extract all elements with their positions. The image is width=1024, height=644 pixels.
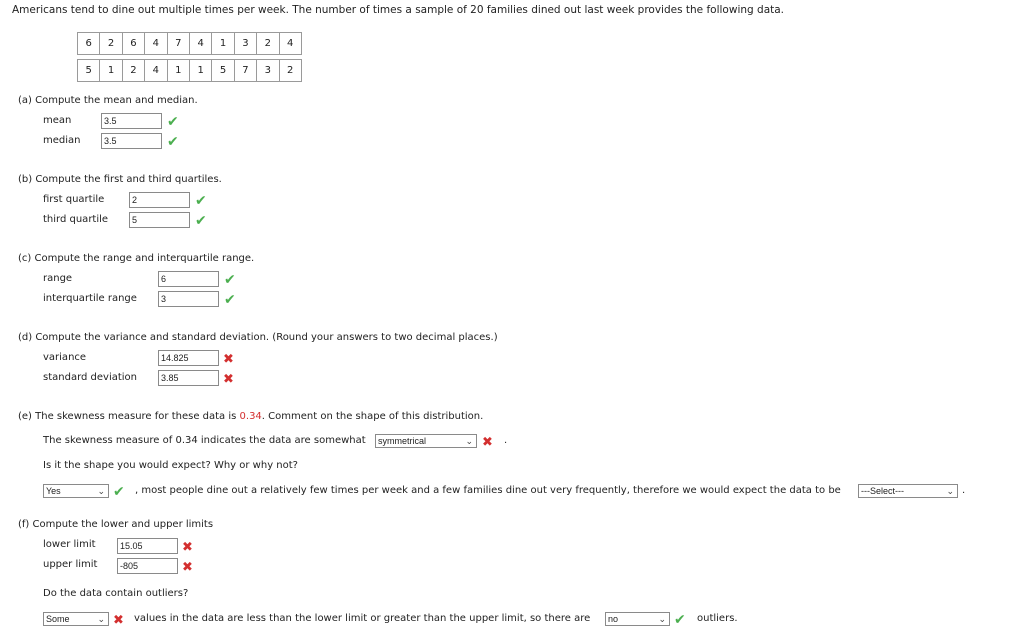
data-cell: 2 (279, 60, 301, 82)
data-cell: 1 (100, 60, 122, 82)
range-input[interactable]: 6 (158, 271, 219, 287)
data-cell: 2 (122, 60, 144, 82)
shape-select[interactable] (375, 434, 477, 448)
correct-check-icon: ✔ (167, 134, 179, 150)
data-cell: 2 (100, 33, 122, 55)
data-cell: 4 (145, 60, 167, 82)
data-table-row-2 (77, 59, 302, 82)
some-select-value: Some (46, 614, 70, 624)
chevron-down-icon: ⌄ (658, 614, 666, 624)
incorrect-cross-icon: ✖ (113, 613, 124, 628)
no-select-value: no (608, 614, 619, 624)
variance-input[interactable]: 14.825 (158, 350, 219, 366)
data-cell: 1 (167, 60, 189, 82)
outliers-question: Do the data contain outliers? (43, 588, 189, 599)
skewness-sentence: The skewness measure of 0.34 indicates the data are somewhat (43, 435, 366, 446)
data-cell: 1 (189, 60, 211, 82)
chevron-down-icon: ⌄ (97, 614, 105, 624)
third-quartile-label: third quartile (43, 214, 109, 225)
chevron-down-icon: ⌄ (946, 486, 954, 496)
expect-select-value: Yes (46, 486, 61, 496)
period: . (504, 435, 508, 446)
incorrect-cross-icon: ✖ (482, 435, 493, 450)
sd-input[interactable]: 3.85 (158, 370, 219, 386)
median-input[interactable]: 3.5 (101, 133, 162, 149)
third-quartile-input[interactable]: 5 (129, 212, 190, 228)
data-cell: 7 (167, 33, 189, 55)
data-cell: 6 (122, 33, 144, 55)
part-c-prompt: (c) Compute the range and interquartile range. (18, 253, 255, 264)
reason-select-value: ---Select--- (861, 486, 904, 496)
data-cell: 5 (78, 60, 100, 82)
expect-select[interactable] (43, 484, 109, 498)
data-cell: 4 (189, 33, 211, 55)
expect-question: Is it the shape you would expect? Why or why not? (43, 460, 298, 471)
chevron-down-icon: ⌄ (465, 436, 473, 446)
part-f-prompt: (f) Compute the lower and upper limits (18, 519, 214, 530)
median-label: median (43, 135, 81, 146)
variance-label: variance (43, 352, 87, 363)
range-label: range (43, 273, 73, 284)
incorrect-cross-icon: ✖ (182, 540, 193, 555)
mean-input[interactable]: 3.5 (101, 113, 162, 129)
first-quartile-label: first quartile (43, 194, 105, 205)
incorrect-cross-icon: ✖ (223, 352, 234, 367)
data-cell: 7 (234, 60, 256, 82)
problem-intro: Americans tend to dine out multiple times per week. The number of times a sample of 20 families dined out last week provides the following data. (12, 4, 785, 16)
reason-sentence: , most people dine out a relatively few times per week and a few families dine out very frequently, therefore we would expect the data to be (135, 485, 841, 496)
correct-check-icon: ✔ (195, 193, 207, 209)
data-cell: 4 (145, 33, 167, 55)
correct-check-icon: ✔ (167, 114, 179, 130)
incorrect-cross-icon: ✖ (223, 372, 234, 387)
data-cell: 1 (212, 33, 234, 55)
part-a-prompt: (a) Compute the mean and median. (18, 95, 198, 106)
period: . (962, 485, 966, 496)
data-cell: 6 (78, 33, 100, 55)
mean-label: mean (43, 115, 72, 126)
shape-select-value: symmetrical (378, 436, 427, 446)
skewness-value: 0.34 (239, 411, 262, 422)
correct-check-icon: ✔ (674, 612, 686, 628)
correct-check-icon: ✔ (224, 292, 236, 308)
correct-check-icon: ✔ (224, 272, 236, 288)
upper-limit-label: upper limit (43, 559, 98, 570)
outliers-tail: outliers. (697, 613, 738, 624)
data-cell: 3 (234, 33, 256, 55)
lower-limit-label: lower limit (43, 539, 96, 550)
sd-label: standard deviation (43, 372, 138, 383)
chevron-down-icon: ⌄ (97, 486, 105, 496)
data-cell: 4 (279, 33, 301, 55)
first-quartile-input[interactable]: 2 (129, 192, 190, 208)
some-select[interactable] (43, 612, 109, 626)
part-e-prompt-post: . Comment on the shape of this distribution. (261, 411, 484, 422)
data-cell: 2 (257, 33, 279, 55)
part-b-prompt: (b) Compute the first and third quartiles. (18, 174, 222, 185)
outliers-sentence: values in the data are less than the lower limit or greater than the upper limit, so there are (134, 613, 591, 624)
correct-check-icon: ✔ (113, 484, 125, 500)
part-e-prompt (18, 411, 483, 422)
upper-limit-input[interactable]: -805 (117, 558, 178, 574)
lower-limit-input[interactable]: 15.05 (117, 538, 178, 554)
iqr-input[interactable]: 3 (158, 291, 219, 307)
correct-check-icon: ✔ (195, 213, 207, 229)
part-e-prompt-pre: (e) The skewness measure for these data is (18, 411, 240, 422)
data-cell: 3 (257, 60, 279, 82)
part-d-prompt: (d) Compute the variance and standard deviation. (Round your answers to two decimal places.) (18, 332, 498, 343)
reason-select[interactable] (858, 484, 958, 498)
incorrect-cross-icon: ✖ (182, 560, 193, 575)
no-select[interactable] (605, 612, 670, 626)
data-table (77, 32, 302, 55)
iqr-label: interquartile range (43, 293, 137, 304)
data-cell: 5 (212, 60, 234, 82)
